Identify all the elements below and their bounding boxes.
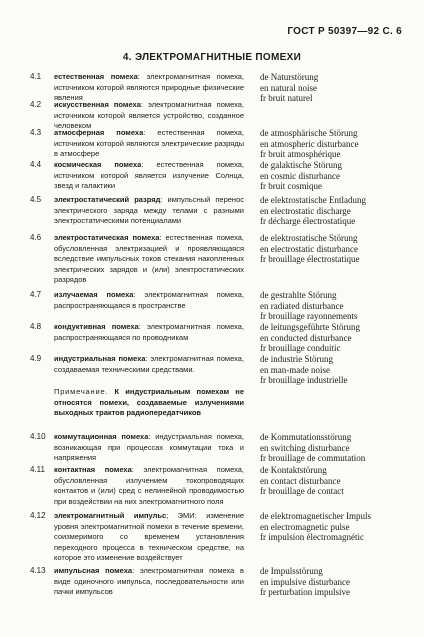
term-number: 4.5 <box>30 195 42 204</box>
term-definition <box>54 322 244 343</box>
note <box>54 387 244 419</box>
term-name: электромагнитный импульс <box>54 511 167 520</box>
equivalent-fr: fr bruit naturel <box>260 93 313 104</box>
term-definition <box>54 100 244 132</box>
equivalent-fr: fr impulsion électromagnétic <box>260 532 364 543</box>
note-label: Примечание. <box>54 387 109 396</box>
term-number: 4.11 <box>30 465 45 474</box>
foreign-equivalents <box>260 465 420 497</box>
term-number: 4.8 <box>30 322 42 331</box>
term-definition <box>54 432 244 464</box>
term-name: естественная помеха <box>54 72 138 81</box>
equivalent-de: de Kommutationsstörung <box>260 432 352 442</box>
term-number: 4.2 <box>30 100 42 109</box>
equivalent-en: en contact disturbance <box>260 475 341 486</box>
term-definition <box>54 128 244 160</box>
equivalent-de: de atmosphärische Störung <box>260 128 358 138</box>
equivalent-fr: fr décharge électrostatique <box>260 216 356 227</box>
term-name: электростатический разряд <box>54 195 161 204</box>
term-name: контактная помеха <box>54 465 132 474</box>
term-definition-text: : электромагнитная помеха, распространяющаяся по проводникам <box>54 322 245 342</box>
equivalent-en: en impulsive disturbance <box>260 576 350 587</box>
equivalent-en: en atmospheric disturbance <box>260 138 359 149</box>
term-definition-text: : индустриальная помеха, возникающая при процессах коммутации тока и напряжения <box>54 432 244 463</box>
term-definition <box>54 354 244 375</box>
term-definition <box>54 72 244 104</box>
foreign-equivalents <box>260 511 420 543</box>
foreign-equivalents <box>260 354 420 386</box>
note-text: К индустриальным помехам не относятся помехи, создаваемые излучениями выходных трактов радиопередатчиков <box>54 387 244 418</box>
term-name: излучаемая помеха <box>54 290 134 299</box>
term-name: искусственная помеха <box>54 100 141 109</box>
term-number: 4.13 <box>30 566 46 575</box>
equivalent-fr: fr bruit atmosphérique <box>260 149 341 160</box>
term-definition <box>54 160 244 192</box>
term-definition-text: : электромагнитная помеха, создаваемая техническими средствами. <box>54 354 244 374</box>
term-name: импульсная помеха <box>54 566 133 575</box>
equivalent-de: de leitungsgeführte Störung <box>260 322 360 332</box>
foreign-equivalents <box>260 432 420 464</box>
foreign-equivalents <box>260 290 420 322</box>
term-name: индустриальная помеха <box>54 354 146 363</box>
term-name: космическая помеха <box>54 160 142 169</box>
term-number: 4.12 <box>30 511 46 520</box>
term-definition-text: : электромагнитная помеха, распространяющаяся в пространстве <box>54 290 245 310</box>
term-name: кондуктивная помеха <box>54 322 139 331</box>
term-definition-text: : естественная помеха, источником которой являются электрические разряды в атмосфере <box>54 128 244 159</box>
term-number: 4.10 <box>30 432 46 441</box>
equivalent-de: de gestrahlte Störung <box>260 290 337 300</box>
equivalent-fr: fr perturbation impulsive <box>260 587 350 598</box>
term-definition-text: ; ЭМИ: изменение уровня электромагнитной помехи в течение времени, соизмеримого со временем установления переходного процесса в техническом средстве, на которое это изменение воздействует <box>54 511 244 563</box>
term-definition <box>54 290 244 311</box>
term-definition <box>54 566 244 598</box>
equivalent-de: de elektrostatische Störung <box>260 233 358 243</box>
term-definition-text: : электромагнитная помеха в виде одиночного импульса, последовательности или пачки импульсов <box>54 566 244 597</box>
equivalent-de: de Naturstörung <box>260 72 319 82</box>
equivalent-en: en radiated disturbance <box>260 300 344 311</box>
term-definition <box>54 195 244 227</box>
equivalent-en: en switching disturbance <box>260 442 350 453</box>
term-definition-text: : естественная помеха, обусловленная электризацией и проявляющаяся вследствие импульсных токов стекания накопленных электрических зарядов и (или) электростатических разрядов <box>54 233 244 285</box>
equivalent-fr: fr brouillage de contact <box>260 486 344 497</box>
term-definition-text: : электромагнитная помеха, источником которой является устройство, созданное человеком <box>54 100 245 131</box>
equivalent-de: de galaktische Störung <box>260 160 342 170</box>
term-name: атмосферная помеха <box>54 128 144 137</box>
term-number: 4.3 <box>30 128 42 137</box>
equivalent-en: en natural noise <box>260 82 317 93</box>
term-number: 4.7 <box>30 290 42 299</box>
term-name: электростатическая помеха <box>54 233 160 242</box>
term-number: 4.6 <box>30 233 42 242</box>
equivalent-fr: fr brouillage industrielle <box>260 375 348 386</box>
term-definition <box>54 511 244 564</box>
page-header: ГОСТ Р 50397—92 С. 6 <box>287 26 402 37</box>
foreign-equivalents <box>260 128 420 160</box>
equivalent-de: de Kontaktstörung <box>260 465 327 475</box>
equivalent-fr: fr brouillage de commutation <box>260 453 366 464</box>
term-definition <box>54 233 244 286</box>
equivalent-fr: fr bruit cosmique <box>260 181 322 192</box>
equivalent-en: en conducted disturbance <box>260 332 352 343</box>
term-definition-text: : электромагнитная помеха, обусловленная излучением токопроводящих контактов и (или) сред с нелинейной проводимостью при воздействии на них электромагнитного поля <box>54 465 244 506</box>
foreign-equivalents <box>260 72 420 104</box>
equivalent-de: de industrie Störung <box>260 354 333 364</box>
foreign-equivalents <box>260 160 420 192</box>
equivalent-en: en cosmic disturbance <box>260 170 340 181</box>
term-name: коммутационная помеха <box>54 432 149 441</box>
term-number: 4.4 <box>30 160 42 169</box>
equivalent-en: en electrostatic discharge <box>260 205 351 216</box>
section-title: 4. ЭЛЕКТРОМАГНИТНЫЕ ПОМЕХИ <box>122 52 302 63</box>
equivalent-en: en electromagnetic pulse <box>260 521 350 532</box>
foreign-equivalents <box>260 233 420 265</box>
equivalent-fr: fr brouillage conduitic <box>260 343 341 354</box>
term-number: 4.9 <box>30 354 42 363</box>
equivalent-fr: fr brouillage rayonnements <box>260 311 358 322</box>
equivalent-de: de elektrostatische Entladung <box>260 195 366 205</box>
foreign-equivalents <box>260 322 420 354</box>
foreign-equivalents <box>260 195 420 227</box>
term-definition-text: : электромагнитная помеха, источником которой являются природные физические явления <box>54 72 244 103</box>
term-definition-text: : импульсный перенос электрического заряда между телами с разными электростатическими потенциалами <box>54 195 244 226</box>
equivalent-en: en electrostatic disturbance <box>260 243 358 254</box>
equivalent-de: de elektromagnetischer Impuls <box>260 511 371 521</box>
term-definition-text: : естественная помеха, источником которой является излучение Солнца, звезд и галактики <box>54 160 244 191</box>
equivalent-de: de Impulsstörung <box>260 566 323 576</box>
foreign-equivalents <box>260 566 420 598</box>
equivalent-fr: fr brouillage électrostatique <box>260 254 360 265</box>
term-definition <box>54 465 244 507</box>
term-number: 4.1 <box>30 72 42 81</box>
equivalent-en: en man-made noise <box>260 364 330 375</box>
